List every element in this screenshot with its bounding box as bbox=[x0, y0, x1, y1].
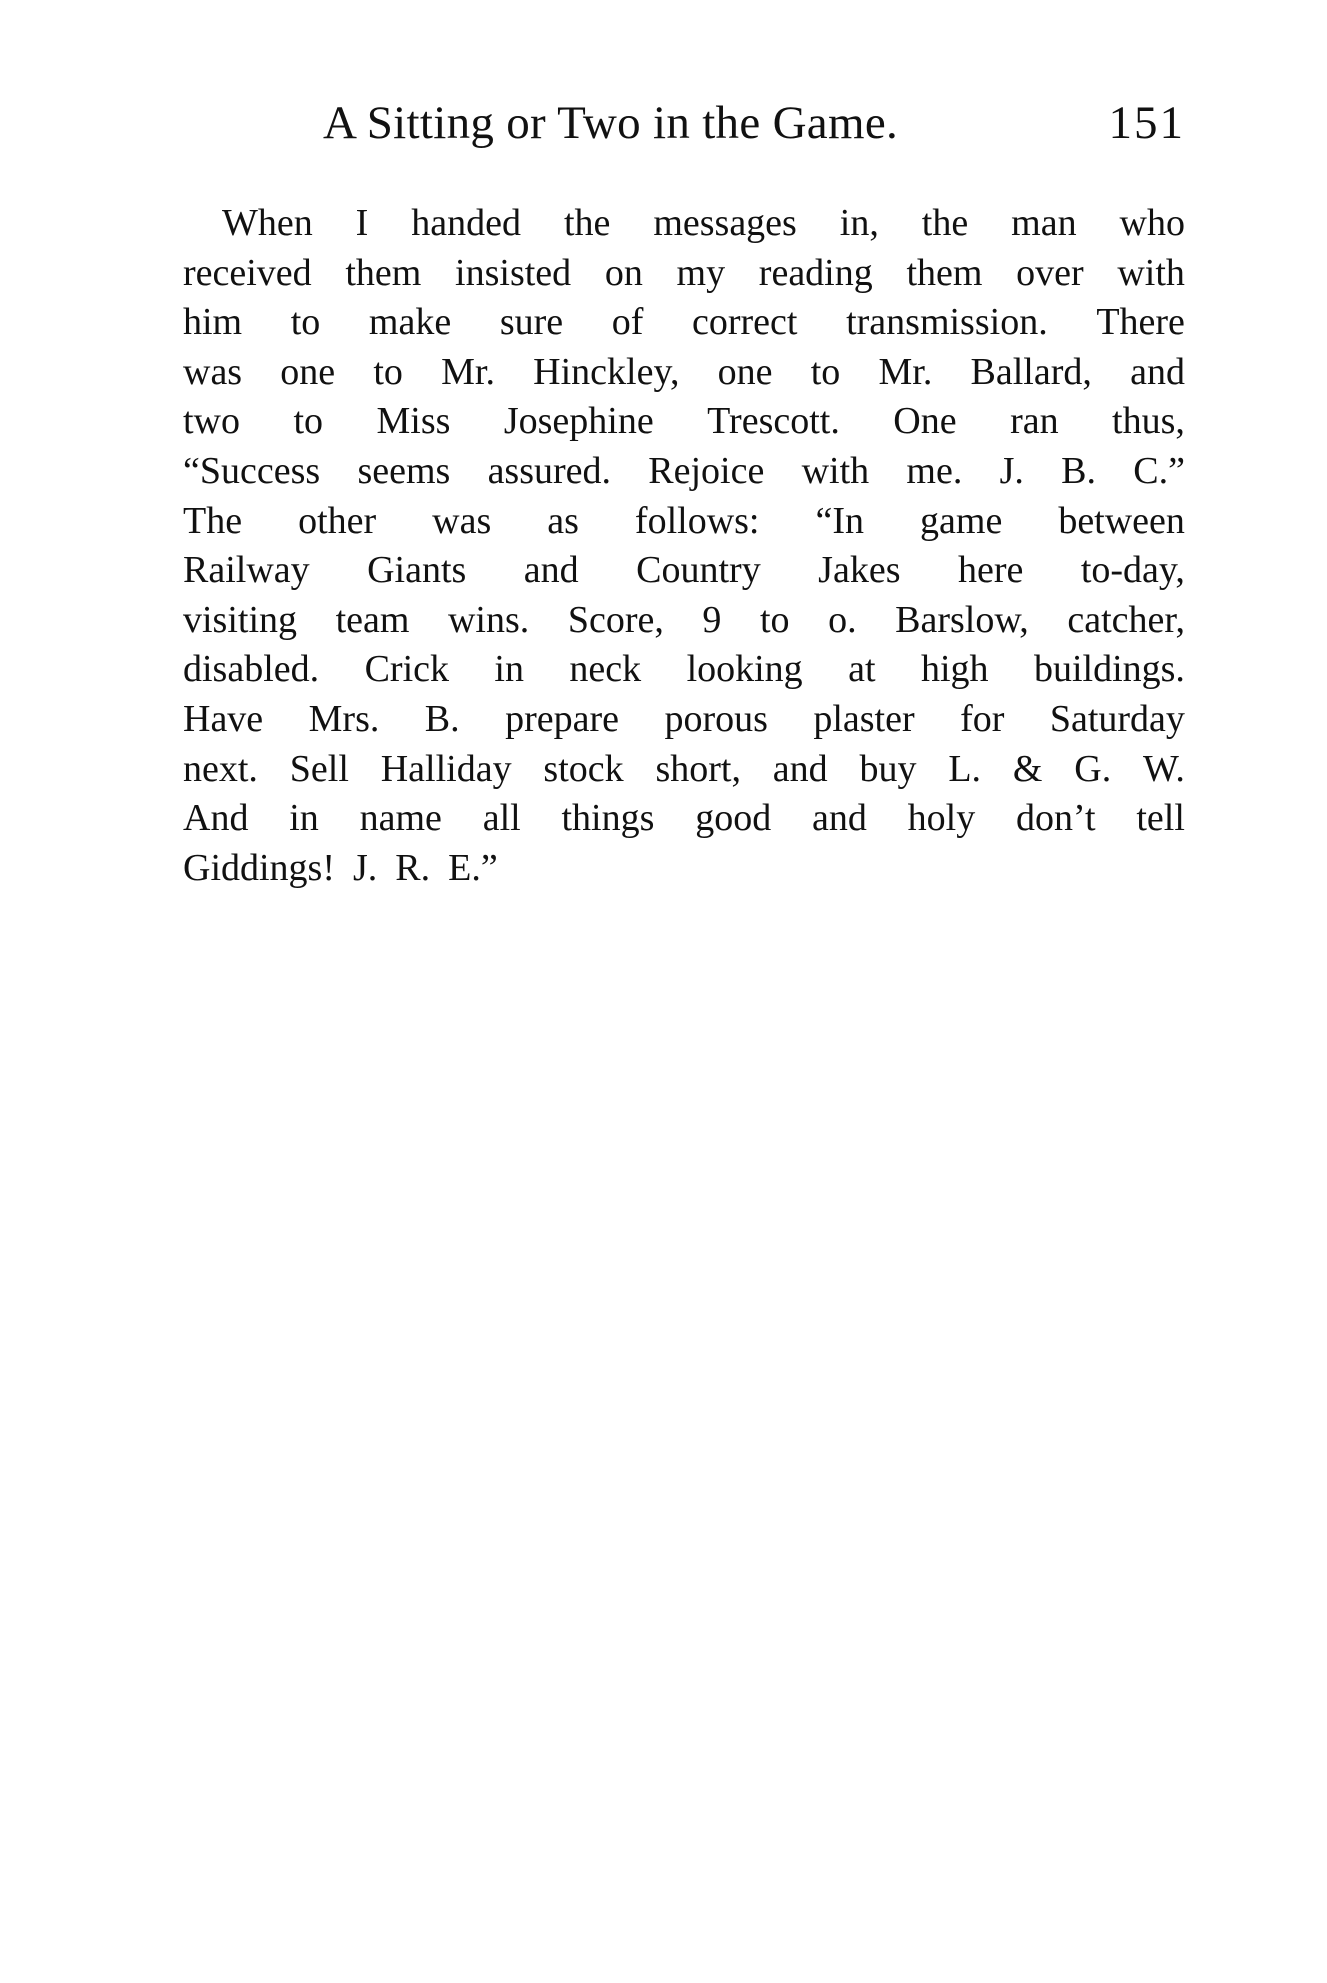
word: with bbox=[1117, 251, 1185, 294]
text-line bbox=[183, 745, 1185, 795]
running-head bbox=[183, 96, 1185, 156]
word: Barslow, bbox=[895, 598, 1029, 641]
word: them bbox=[906, 251, 983, 294]
word: looking bbox=[686, 648, 803, 691]
word: Giants bbox=[367, 549, 467, 592]
word: in bbox=[494, 648, 524, 691]
word: Mrs. bbox=[308, 697, 380, 740]
word: and bbox=[772, 747, 828, 790]
word: “Success bbox=[183, 449, 321, 492]
word: of bbox=[611, 301, 644, 344]
word: holy bbox=[907, 797, 976, 840]
word: things bbox=[561, 797, 655, 840]
word: wins. bbox=[447, 598, 530, 641]
word: buy bbox=[859, 747, 917, 790]
word: ran bbox=[1010, 400, 1059, 443]
text-line bbox=[183, 249, 1185, 299]
word: one bbox=[717, 350, 773, 393]
word: tell bbox=[1136, 797, 1185, 840]
text-line bbox=[183, 645, 1185, 695]
word: J. bbox=[999, 449, 1024, 492]
word: neck bbox=[569, 648, 642, 691]
word: team bbox=[335, 598, 410, 641]
word: G. bbox=[1074, 747, 1112, 790]
word: handed bbox=[411, 202, 521, 244]
word: prepare bbox=[505, 697, 620, 740]
word: for bbox=[960, 697, 1005, 740]
word: all bbox=[482, 797, 521, 840]
word: “In bbox=[815, 499, 865, 542]
word: over bbox=[1016, 251, 1084, 294]
word: And bbox=[183, 797, 249, 840]
word: the bbox=[563, 202, 611, 244]
word: sure bbox=[499, 301, 564, 344]
word: at bbox=[848, 648, 876, 691]
word: to bbox=[810, 350, 841, 393]
word: and bbox=[523, 549, 579, 592]
word: Hinckley, bbox=[533, 350, 680, 393]
word: Saturday bbox=[1049, 697, 1185, 740]
word: Rejoice bbox=[648, 449, 765, 492]
word: with bbox=[801, 449, 870, 492]
text-line bbox=[183, 298, 1185, 348]
page-number: 151 bbox=[1108, 97, 1185, 149]
text-line bbox=[183, 348, 1185, 398]
word: Trescott. bbox=[707, 400, 840, 443]
word: B. bbox=[1061, 449, 1096, 492]
text-line bbox=[183, 844, 1185, 894]
word: to bbox=[759, 598, 790, 641]
word: o. bbox=[828, 598, 857, 641]
word: follows: bbox=[634, 499, 760, 542]
word: one bbox=[280, 350, 336, 393]
word: and bbox=[1130, 350, 1185, 393]
word: and bbox=[811, 797, 867, 840]
word: The bbox=[183, 499, 243, 542]
word: man bbox=[1011, 202, 1077, 244]
word: Crick bbox=[364, 648, 449, 691]
word: two bbox=[183, 400, 240, 443]
word: to bbox=[293, 400, 324, 443]
word: between bbox=[1058, 499, 1185, 542]
word: high bbox=[920, 648, 989, 691]
word: Sell bbox=[289, 747, 349, 790]
word: to-day, bbox=[1080, 549, 1185, 592]
word: thus, bbox=[1112, 400, 1185, 443]
word: here bbox=[957, 549, 1024, 592]
word: as bbox=[547, 499, 579, 542]
running-title: A Sitting or Two in the Game. bbox=[323, 97, 899, 149]
text-line bbox=[183, 199, 1185, 249]
word: received bbox=[183, 251, 312, 294]
word: 9 bbox=[702, 598, 722, 641]
word: to bbox=[290, 301, 321, 344]
word: J. bbox=[353, 846, 378, 889]
word: When bbox=[222, 202, 313, 244]
word: correct bbox=[692, 301, 798, 344]
word: assured. bbox=[487, 449, 612, 492]
word: transmission. bbox=[846, 301, 1048, 344]
word: the bbox=[921, 202, 969, 244]
text-line bbox=[183, 447, 1185, 497]
word: insisted bbox=[455, 251, 572, 294]
word: Giddings! bbox=[183, 846, 335, 889]
word: Miss bbox=[376, 400, 451, 443]
word: good bbox=[695, 797, 772, 840]
word: them bbox=[345, 251, 422, 294]
word: Mr. bbox=[878, 350, 933, 393]
word: B. bbox=[424, 697, 460, 740]
word: reading bbox=[758, 251, 873, 294]
word: who bbox=[1119, 202, 1185, 244]
word: on bbox=[604, 251, 643, 294]
word: in, bbox=[839, 202, 879, 244]
word: I bbox=[355, 202, 369, 244]
word: Mr. bbox=[441, 350, 495, 393]
text-line bbox=[183, 546, 1185, 596]
word: Score, bbox=[567, 598, 664, 641]
word: next. bbox=[183, 747, 258, 790]
word: porous bbox=[664, 697, 768, 740]
word: R. bbox=[395, 846, 431, 889]
word: Halliday bbox=[380, 747, 512, 790]
word: make bbox=[368, 301, 452, 344]
word: There bbox=[1096, 301, 1185, 344]
word: Jakes bbox=[818, 549, 901, 592]
word: & bbox=[1012, 747, 1043, 790]
word: my bbox=[676, 251, 726, 294]
text-line bbox=[183, 397, 1185, 447]
word: other bbox=[298, 499, 377, 542]
word: game bbox=[920, 499, 1003, 542]
word: was bbox=[183, 350, 243, 393]
word: him bbox=[183, 301, 243, 344]
text-line bbox=[183, 794, 1185, 844]
word: name bbox=[359, 797, 442, 840]
word: E.” bbox=[448, 846, 498, 889]
text-line bbox=[183, 695, 1185, 745]
word: buildings. bbox=[1033, 648, 1185, 691]
word: One bbox=[893, 400, 957, 443]
word: was bbox=[432, 499, 492, 542]
word: Railway bbox=[183, 549, 310, 592]
word: don’t bbox=[1016, 797, 1096, 840]
word: Ballard, bbox=[970, 350, 1092, 393]
word: me. bbox=[906, 449, 963, 492]
word: short, bbox=[655, 747, 741, 790]
word: visiting bbox=[183, 598, 298, 641]
word: L. bbox=[948, 747, 982, 790]
word: disabled. bbox=[183, 648, 320, 691]
word: messages bbox=[653, 202, 797, 244]
word: stock bbox=[543, 747, 624, 790]
word: to bbox=[373, 350, 403, 393]
word: C.” bbox=[1133, 449, 1185, 492]
word: in bbox=[289, 797, 319, 840]
word: Have bbox=[183, 697, 264, 740]
word: W. bbox=[1143, 747, 1185, 790]
body-paragraph bbox=[183, 199, 1185, 893]
word: Country bbox=[636, 549, 761, 592]
text-line bbox=[183, 497, 1185, 547]
word: plaster bbox=[813, 697, 915, 740]
word: seems bbox=[357, 449, 451, 492]
word: Josephine bbox=[503, 400, 654, 443]
word: catcher, bbox=[1067, 598, 1185, 641]
text-line bbox=[183, 596, 1185, 646]
